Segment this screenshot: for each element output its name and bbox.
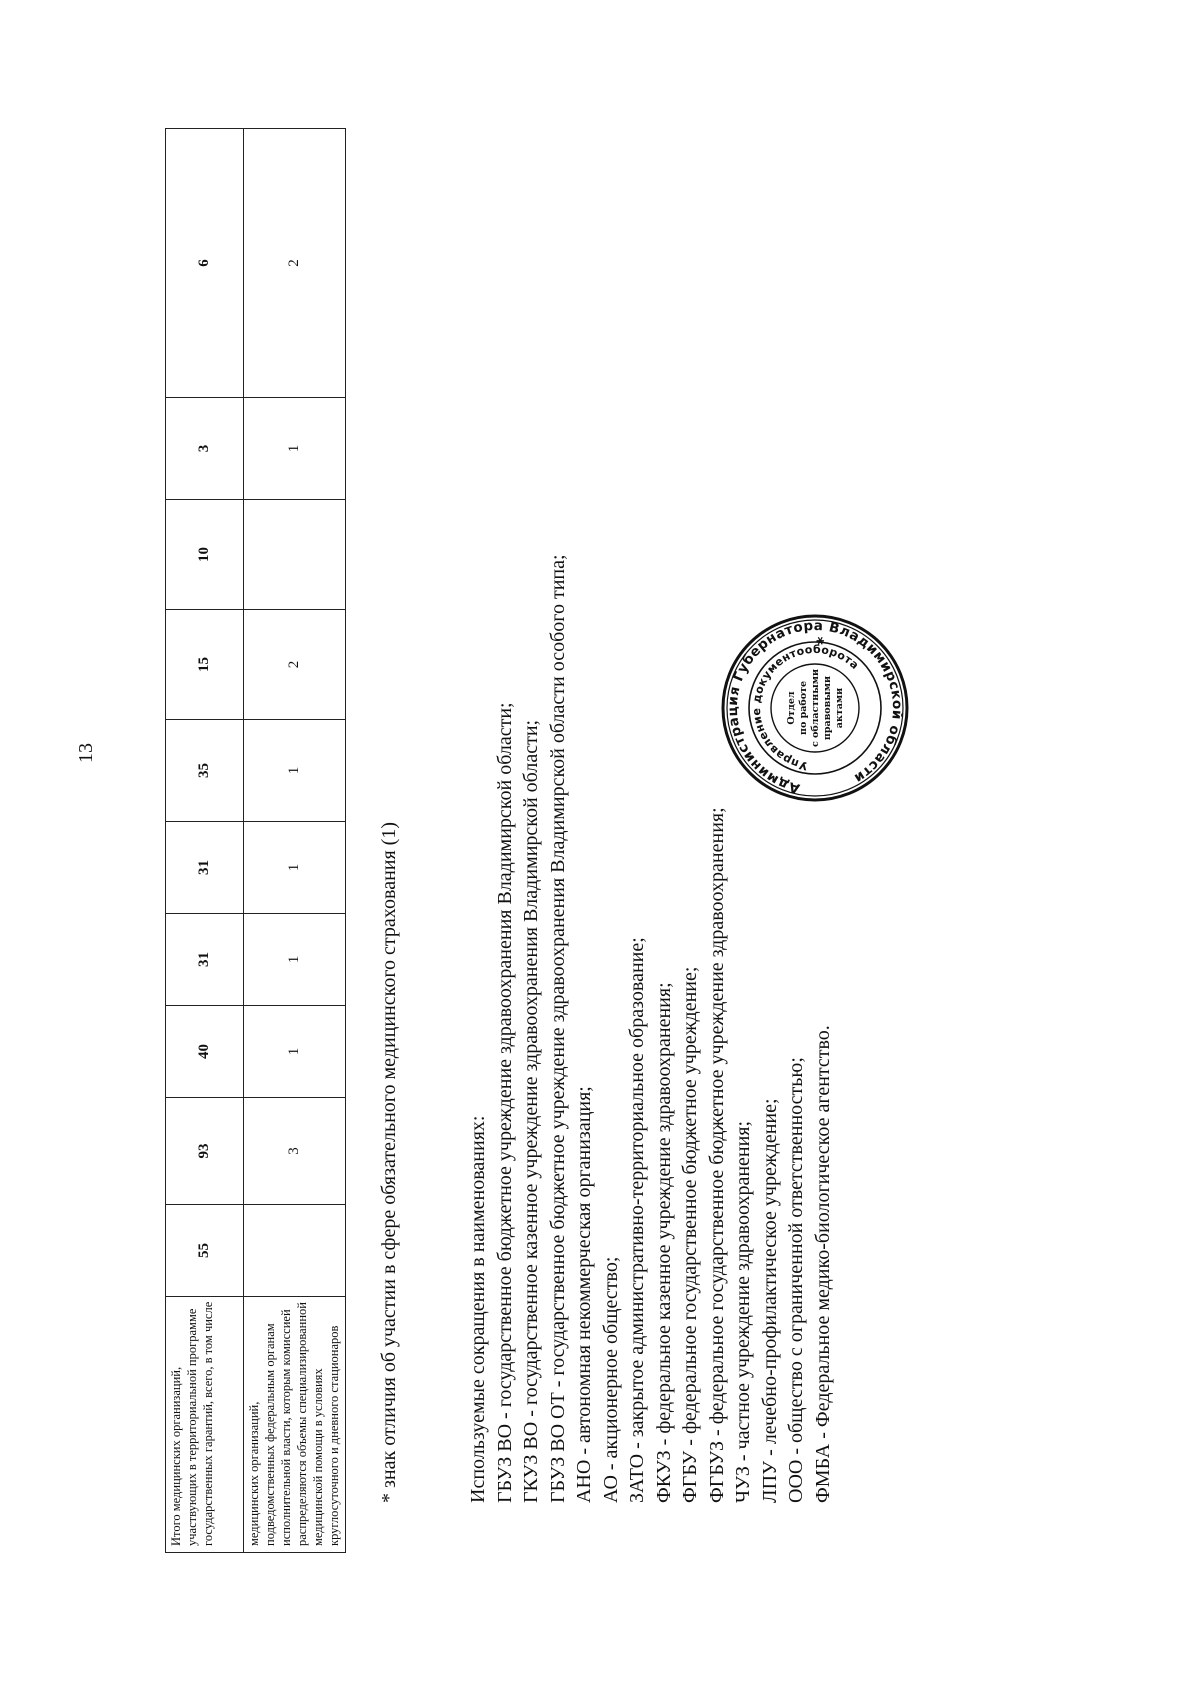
stamp-center-line: Отдел [786, 691, 797, 725]
table-cell: 1 [244, 720, 346, 822]
footnote: * знак отличия об участии в сфере обязательного медицинского страхования (1) [378, 822, 400, 1503]
stamp-center-line: по работе [798, 681, 809, 735]
stamp-center-line: с областными [810, 668, 821, 748]
abbreviation-item: ФГБУ - федеральное государственное бюджетное учреждение; [679, 966, 701, 1503]
abbreviation-item: ФМБА - Федеральное медико-биологическое агентство. [811, 1025, 834, 1503]
table-cell: 6 [166, 129, 244, 398]
table-cell: 10 [166, 500, 244, 610]
abbreviation-item: ЛПУ - лечебно-профилактическое учреждение; [758, 1098, 781, 1503]
table-cell: 2 [244, 610, 346, 720]
table-cell: 15 [166, 610, 244, 720]
page-number: 13 [75, 743, 97, 763]
row-label: Итого медицинских организаций, участвующих в территориальной программе государственных гарантий, всего, в том числе [166, 1297, 244, 1553]
table-cell: 1 [244, 1006, 346, 1098]
data-table [165, 128, 346, 1553]
abbreviation-item: ООО - общество с ограниченной ответственностью; [785, 1057, 807, 1503]
abbreviation-item: ЗАТО - закрытое административно-территориальное образование; [626, 937, 648, 1503]
table-cell: 1 [244, 914, 346, 1006]
stamp-outer-text: Администрация Губернатора Владимирской области [724, 617, 906, 797]
stamp-center-line: актами [834, 687, 845, 729]
table-cell: 2 [244, 129, 346, 398]
abbreviations-list [465, 183, 836, 1503]
rotated-page [0, 53, 1100, 1703]
table-cell: 55 [166, 1205, 244, 1297]
table-row [244, 129, 346, 1553]
abbreviation-item: ГКУЗ ВО - государственное казенное учреждение здравоохранения Владимирской области; [520, 719, 542, 1503]
table-cell [244, 500, 346, 610]
row-label: медицинских организаций, подведомственных федеральным органам исполнительной власти, которым комиссией распределяются объемы специализированной медицинской помощи в условиях круглосуточного и дневного стационаров [244, 1297, 346, 1553]
table-cell: 31 [166, 822, 244, 914]
stamp-inner-text: Управление документооборота [749, 642, 862, 773]
abbreviation-item: АНО - автономная некоммерческая организация; [573, 1086, 595, 1503]
table-cell: 35 [166, 720, 244, 822]
table-cell: 1 [244, 822, 346, 914]
abbreviation-item: ЧУЗ - частное учреждение здравоохранения; [732, 1120, 754, 1503]
abbreviations-heading: Используемые сокращения в наименованиях: [467, 1115, 489, 1503]
table-cell [244, 1205, 346, 1297]
abbreviation-item: ФГБУЗ - федеральное государственное бюджетное учреждение здравоохранения; [705, 807, 728, 1503]
table-cell: 40 [166, 1006, 244, 1098]
abbreviation-item: ГБУЗ ВО ОТ - государственное бюджетное учреждение здравоохранения Владимирской области особого типа; [546, 554, 569, 1503]
abbreviation-item: ГБУЗ ВО - государственное бюджетное учреждение здравоохранения Владимирской области; [493, 702, 516, 1503]
abbreviation-item: ФКУЗ - федеральное казенное учреждение здравоохранения; [652, 982, 675, 1503]
stamp-star: * [813, 636, 832, 645]
table-row [166, 129, 244, 1553]
table-cell: 3 [244, 1098, 346, 1205]
stamp-center-line: правовыми [822, 675, 833, 741]
table-cell: 1 [244, 398, 346, 500]
table-cell: 3 [166, 398, 244, 500]
table-cell: 31 [166, 914, 244, 1006]
table-cell: 93 [166, 1098, 244, 1205]
official-stamp [720, 613, 910, 803]
abbreviation-item: АО - акционерное общество; [599, 1256, 622, 1503]
